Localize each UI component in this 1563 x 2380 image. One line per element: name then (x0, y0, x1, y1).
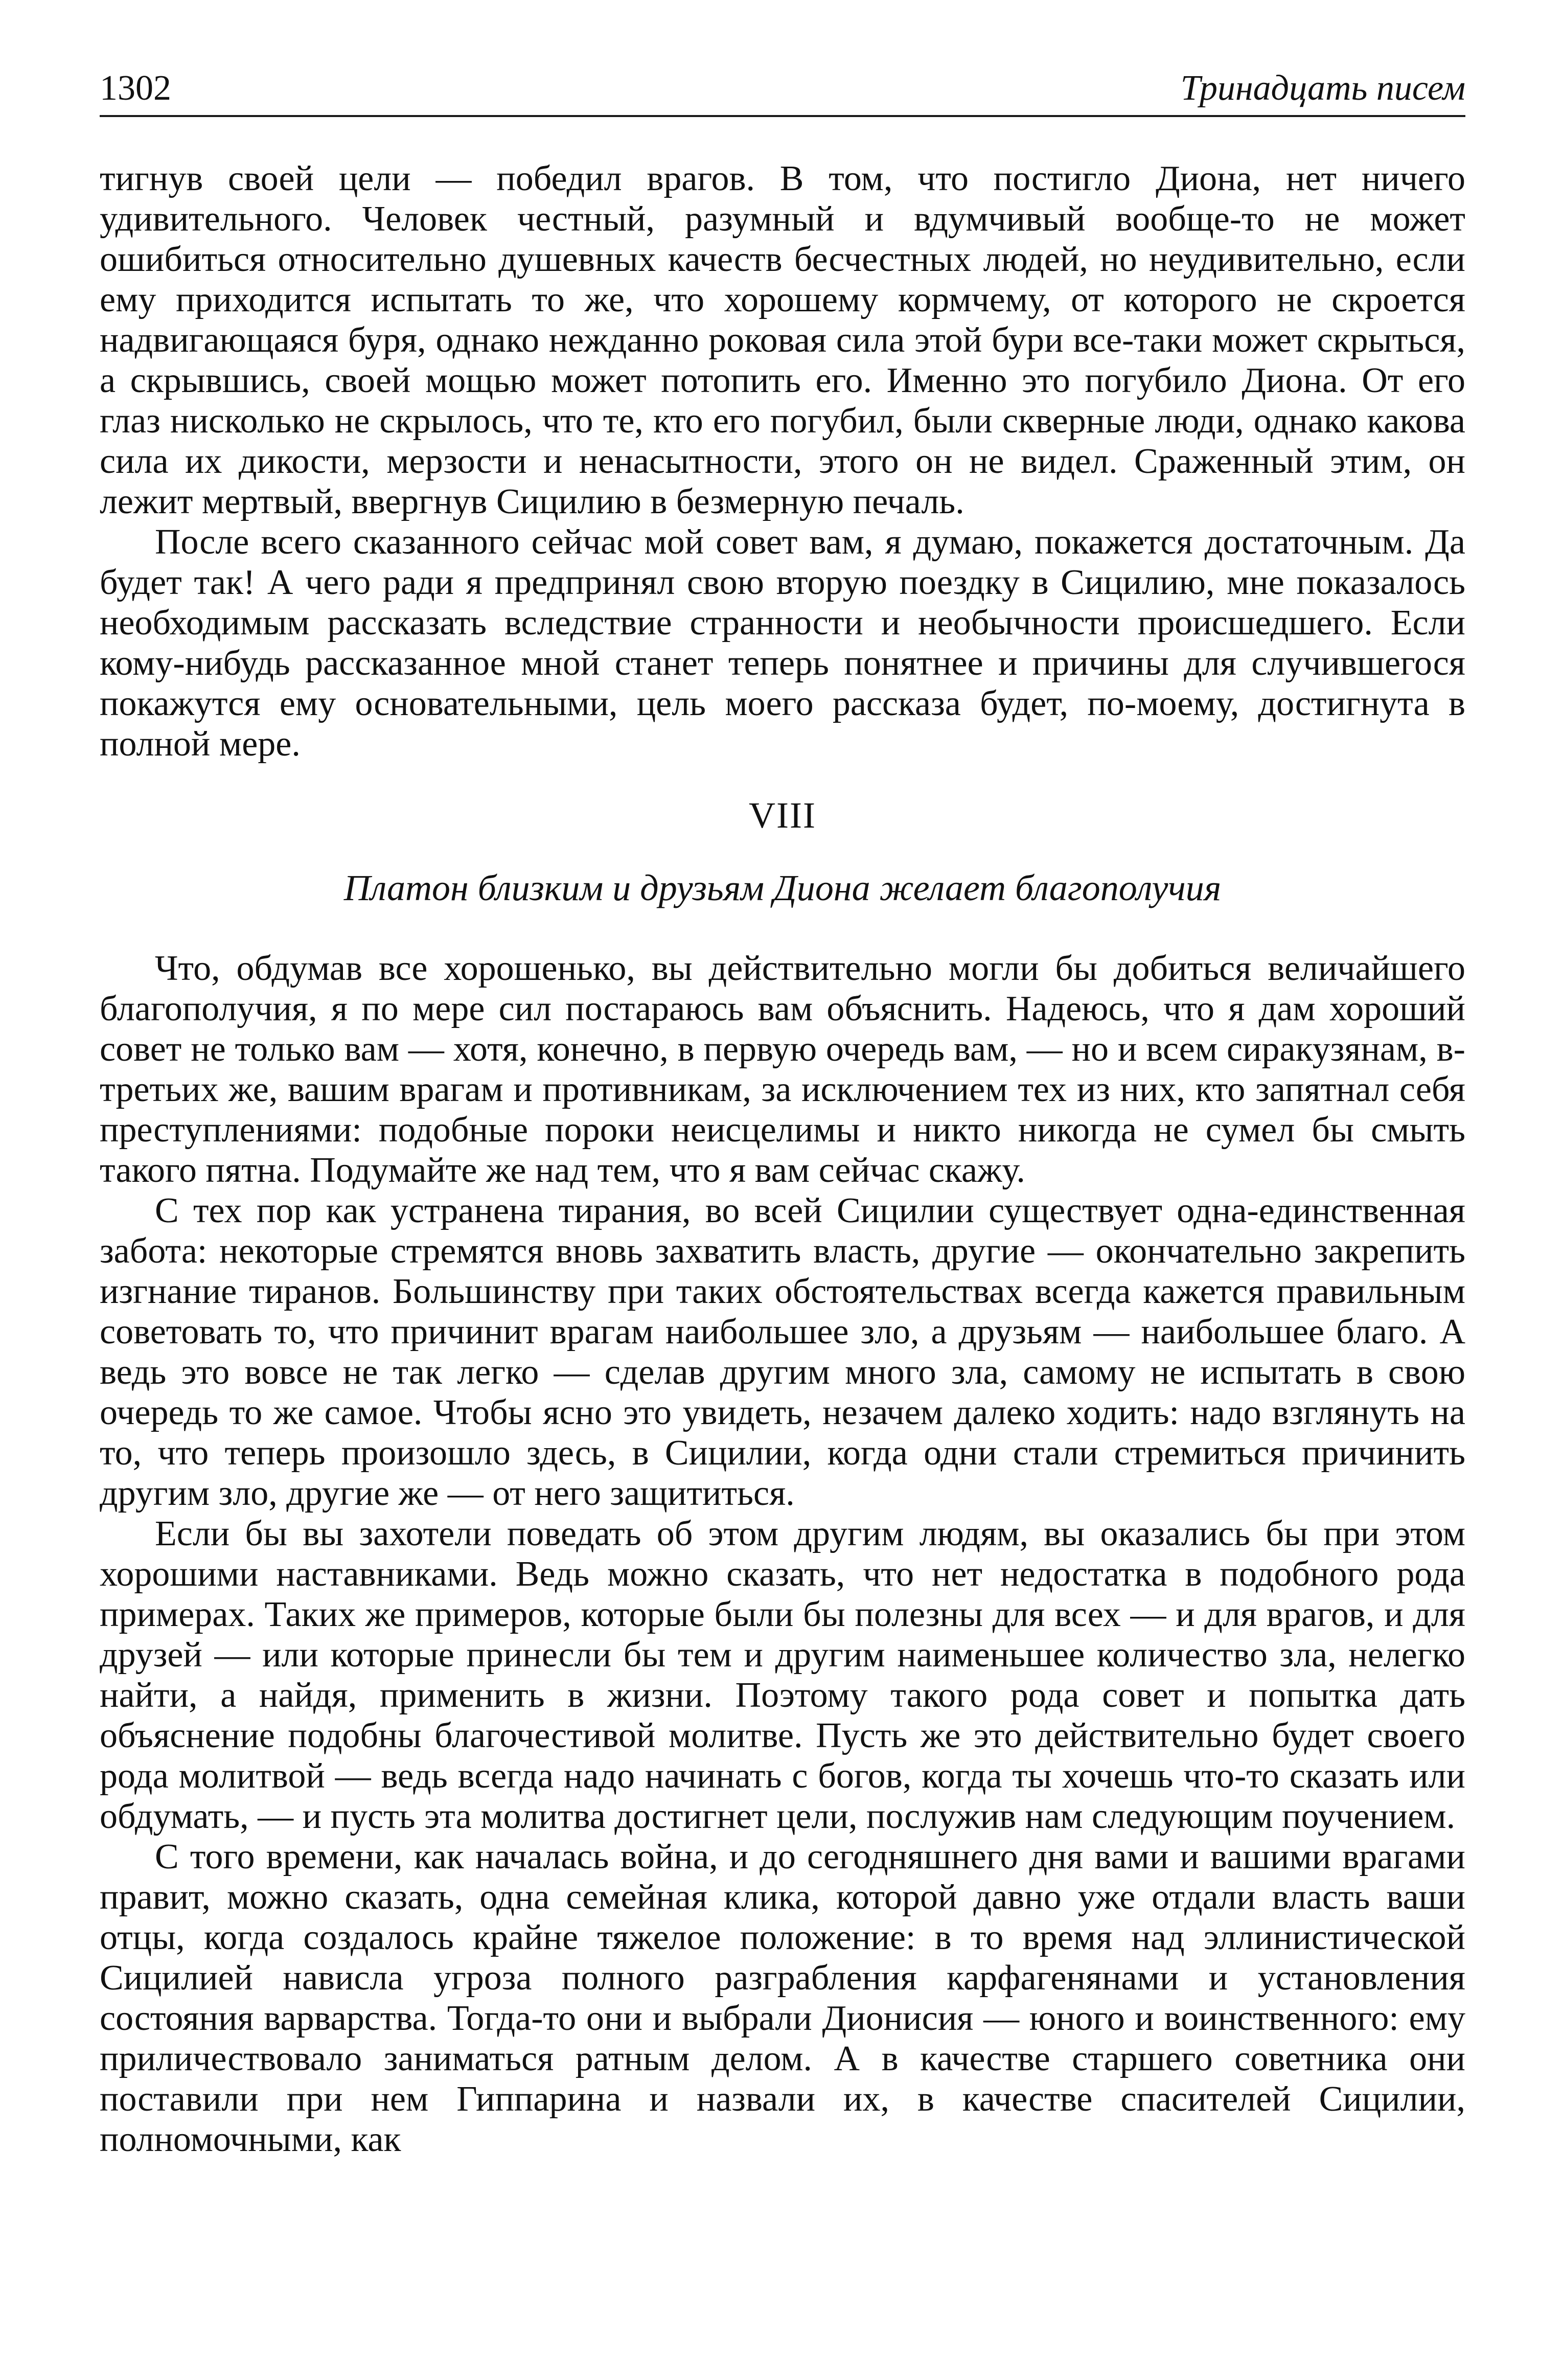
running-title: Тринадцать писем (1180, 68, 1465, 108)
paragraph: Если бы вы захотели поведать об этом другим людям, вы оказались бы при этом хорошими наставниками. Ведь можно сказать, что нет недостатка в подобного рода примерах. Таких же примеров, которые были бы полезны для всех — и для врагов, и для друзей — или которые принесли бы тем и другим наименьшее количество зла, нелегко найти, а найдя, применить в жизни. Поэтому такого рода совет и попытка дать объяснение подобны благочестивой молитве. Пусть же это действительно будет своего рода молитвой — ведь всегда надо начинать с богов, когда ты хочешь что-то сказать или обдумать, — и пусть эта молитва достигнет цели, послужив нам следующим поучением. (100, 1514, 1465, 1836)
section-numeral: VIII (749, 795, 816, 836)
running-header (100, 55, 1465, 106)
body-text (100, 158, 1465, 2160)
header-rule (100, 115, 1465, 117)
paragraph: Что, обдумав все хорошенько, вы действительно могли бы добиться величайшего благополучия, я по мере сил постараюсь вам объяснить. Надеюсь, что я дам хороший совет не только вам — хотя, конечно, в первую очередь вам, — но и всем сиракузянам, в-третьих же, вашим врагам и противникам, за исключением тех из них, кто запятнал себя преступлениями: подобные пороки неисцелимы и никто никогда не сумел бы смыть такого пятна. Подумайте же над тем, что я вам сейчас скажу. (100, 949, 1465, 1190)
section-spacer (100, 913, 1465, 948)
paragraph: С того времени, как началась война, и до сегодняшнего дня вами и вашими врагами правит, можно сказать, одна семейная клика, которой давно уже отдали власть ваши отцы, когда создалось крайне тяжелое положение: в то время над эллинистической Сицилией нависла угроза полного разграбления карфагенянами и установления состояния варварства. Тогда-то они и выбрали Дионисия — юного и воинственного: ему приличествовало заниматься ратным делом. А в качестве старшего советника они поставили при нем Гиппарина и назвали их, в качестве спасителей Сицилии, полномочными, как (100, 1837, 1465, 2159)
page-number: 1302 (100, 68, 171, 108)
paragraph: После всего сказанного сейчас мой совет вам, я думаю, покажется достаточным. Да будет так! А чего ради я предпринял свою вторую поездку в Сицилию, мне показалось необходимым рассказать вследствие странности и необычности происшедшего. Если кому-нибудь рассказанное мной станет теперь понятнее и причины для случившегося покажутся ему основательными, цель моего рассказа будет, по-моему, достигнута в полной мере. (100, 522, 1465, 764)
paragraph: тигнув своей цели — победил врагов. В том, что постигло Диона, нет ничего удивительного. Человек честный, разумный и вдумчивый вообще-то не может ошибиться относительно душевных качеств бесчестных людей, но неудивительно, если ему приходится испытать то же, что хорошему кормчему, от которого не скроется надвигающаяся буря, однако нежданно роковая сила этой бури все-таки может скрыться, а скрывшись, своей мощью может потопить его. Именно это погубило Диона. От его глаз нисколько не скрылось, что те, кто его погубил, были скверные люди, однако какова сила их дикости, мерзости и ненасытности, этого он не видел. Сраженный этим, он лежит мертвый, ввергнув Сицилию в безмерную печаль. (100, 159, 1465, 521)
section-title: Платон близким и друзьям Диона желает благополучия (343, 867, 1222, 908)
paragraph: С тех пор как устранена тирания, во всей Сицилии существует одна-единственная забота: некоторые стремятся вновь захватить власть, другие — окончательно закрепить изгнание тиранов. Большинству при таких обстоятельствах всегда кажется правильным советовать то, что причинит врагам наибольшее зло, а друзьям — наибольшее благо. А ведь это вовсе не так легко — сделав другим много зла, самому не испытать в свою очередь то же самое. Чтобы ясно это увидеть, незачем далеко ходить: надо взглянуть на то, что теперь произошло здесь, в Сицилии, когда одни стали стремиться причинить другим зло, другие же — от него защититься. (100, 1191, 1465, 1513)
